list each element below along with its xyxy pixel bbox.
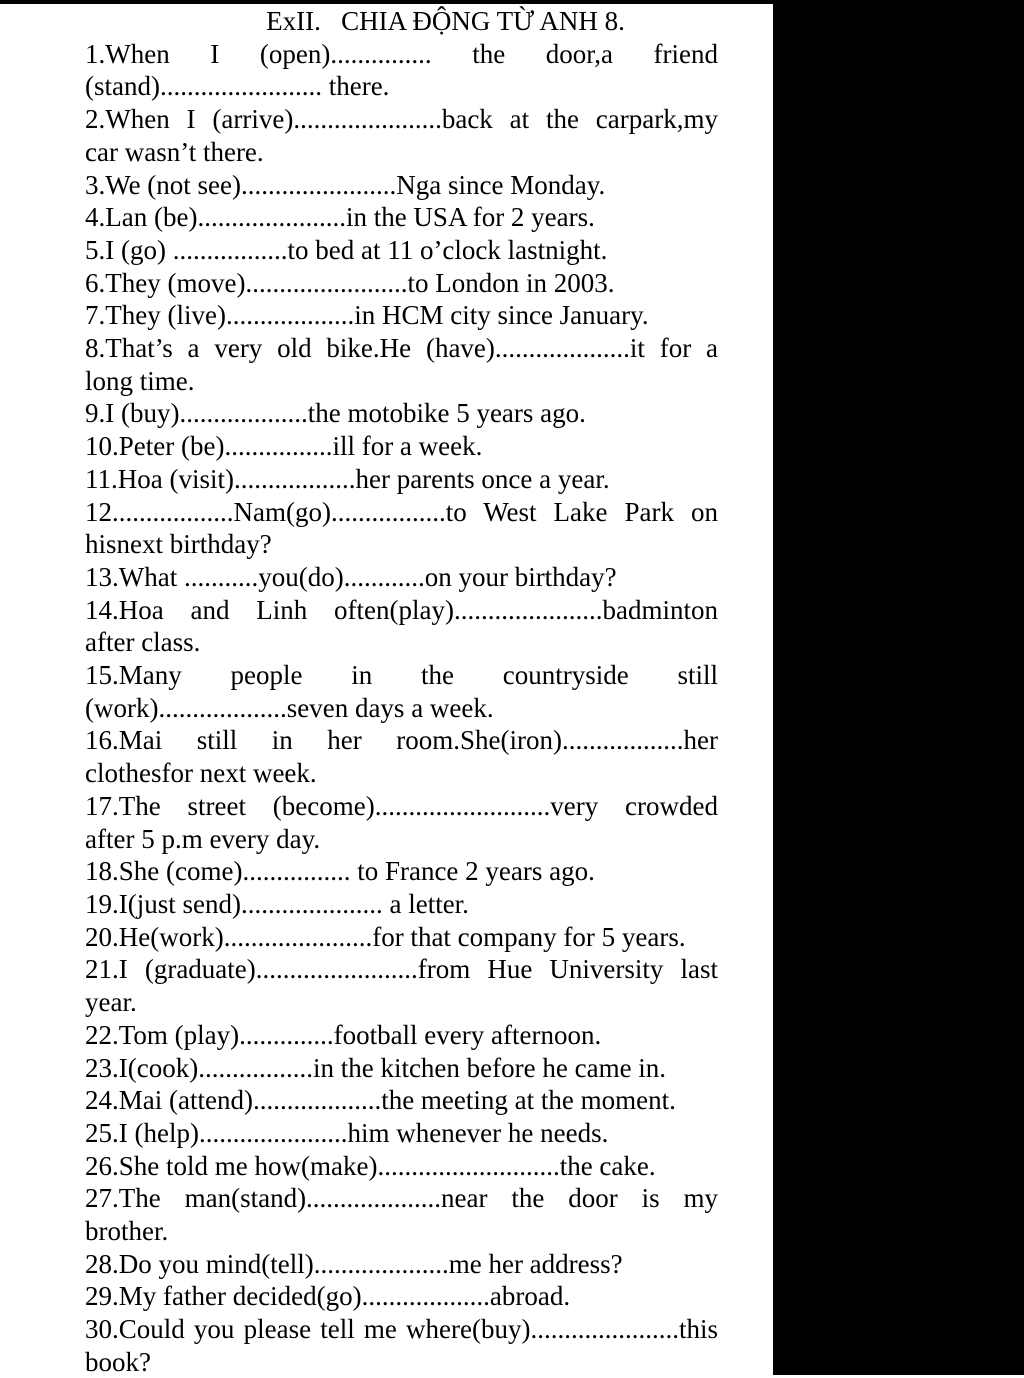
text-line-27: 19.I(just send)..................... a letter. (85, 888, 469, 919)
text-line-26: 18.She (come)................ to France 2 years ago. (85, 856, 595, 887)
text-line-11: long time. (85, 365, 195, 396)
text-line-32: 23.I(cook).................in the kitchen before he came in. (85, 1052, 667, 1083)
text-line-33: 24.Mai (attend)...................the meeting at the moment. (85, 1085, 676, 1116)
worksheet-content (85, 5, 718, 1378)
text-line-29: 21.I (graduate)........................from Hue University last (85, 954, 718, 985)
right-black-panel (773, 0, 1024, 1375)
text-line-35: 26.She told me how(make)...........................the cake. (85, 1150, 656, 1181)
text-line-23: clothesfor next week. (85, 758, 317, 789)
text-line-10: 8.That’s a very old bike.He (have)....................it for a (85, 333, 718, 364)
text-line-38: 28.Do you mind(tell)....................me her address? (85, 1248, 623, 1279)
text-line-24: 17.The street (become)..........................very crowded (85, 790, 718, 821)
text-line-5: 3.We (not see).......................Nga since Monday. (85, 169, 606, 200)
page-title: ExII. CHIA ĐỘNG TỪ ANH 8. (266, 6, 625, 36)
text-line-2: (stand)........................ there. (85, 71, 390, 102)
text-line-6: 4.Lan (be)......................in the USA for 2 years. (85, 202, 595, 233)
text-line-22: 16.Mai still in her room.She(iron)..................her (85, 725, 718, 756)
text-line-9: 7.They (live)...................in HCM city since January. (85, 300, 649, 331)
text-line-12: 9.I (buy)...................the motobike 5 years ago. (85, 398, 586, 429)
text-line-20: 15.Many people in the countryside still (85, 660, 718, 691)
text-line-37: brother. (85, 1216, 169, 1247)
text-line-39: 29.My father decided(go)...................abroad. (85, 1281, 571, 1312)
text-line-18: 14.Hoa and Linh often(play)......................badminton (85, 594, 718, 625)
text-line-21: (work)...................seven days a week. (85, 692, 494, 723)
text-line-3: 2.When I (arrive)......................back at the carpark,my (85, 104, 718, 135)
text-line-7: 5.I (go) .................to bed at 11 o’clock lastnight. (85, 234, 608, 265)
text-line-8: 6.They (move)........................to London in 2003. (85, 267, 615, 298)
text-line-40: 30.Could you please tell me where(buy)......................this (85, 1314, 718, 1345)
text-line-28: 20.He(work)......................for that company for 5 years. (85, 921, 686, 952)
text-line-19: after class. (85, 627, 201, 658)
text-line-1: 1.When I (open)............... the door,a friend (85, 38, 718, 69)
text-line-16: hisnext birthday? (85, 529, 272, 560)
text-line-36: 27.The man(stand)....................near the door is my (85, 1183, 718, 1214)
text-line-15: 12..................Nam(go).................to West Lake Park on (85, 496, 718, 527)
text-line-31: 22.Tom (play)..............football every afternoon. (85, 1019, 602, 1050)
text-line-34: 25.I (help)......................him whenever he needs. (85, 1117, 609, 1148)
text-line-30: year. (85, 987, 137, 1018)
text-lines (85, 38, 718, 1378)
text-line-13: 10.Peter (be)................ill for a week. (85, 431, 483, 462)
text-line-14: 11.Hoa (visit)..................her parents once a year. (85, 463, 610, 494)
text-line-4: car wasn’t there. (85, 136, 264, 167)
text-line-41: book? (85, 1346, 151, 1377)
text-line-25: after 5 p.m every day. (85, 823, 321, 854)
text-line-17: 13.What ...........you(do)............on your birthday? (85, 561, 617, 592)
